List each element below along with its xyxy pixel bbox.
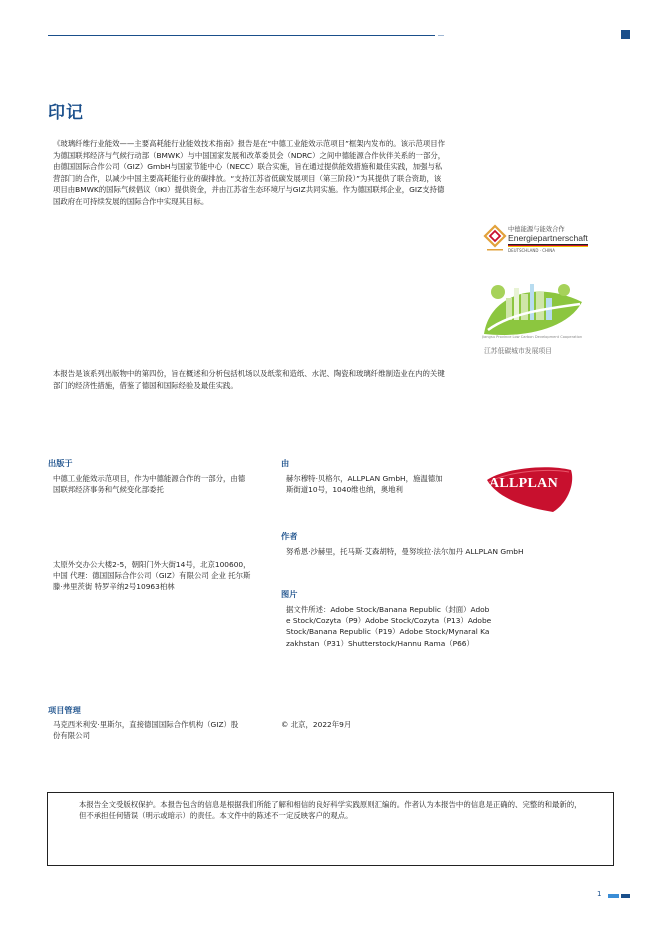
page-title: 印记 — [48, 103, 84, 123]
allplan-logo — [483, 462, 575, 514]
header-rule — [48, 35, 435, 36]
page-number: 1 — [597, 890, 602, 898]
corner-marker — [621, 30, 630, 39]
pictures-heading: 图片 — [281, 589, 298, 599]
jiangsu-low-carbon-logo — [482, 272, 587, 358]
disclaimer-text: 本报告全文受版权保护。本报告包含的信息是根据我们所能了解和相信的良好科学实践原则汇编的。作者认为本报告中的信息是正确的、完整的和最新的，但不承担任何错误（明示或暗示）的责任。本文件中的陈述不一定反映客户的观点。 — [79, 800, 582, 821]
by-text: 赫尔穆特·贝格尔，ALLPLAN GmbH，施温德加斯街道10号，1040维也纳，奥地利 — [286, 474, 443, 495]
jiangsu-caption: 江苏低碳城市发展项目 — [484, 347, 552, 355]
project-management-text: 马克西米利安·里斯尔，直接德国国际合作机构（GIZ）股份有限公司 — [53, 720, 239, 741]
published-by-address: 太原外交办公大楼2-5，朝阳门外大街14号，北京100600，中国 代理：德国国际合作公司（GIZ）有限公司 企业 托尔斯滕·弗里茨街 特罗辛纳2号10963柏林 — [53, 560, 251, 592]
project-management-heading: 项目管理 — [48, 705, 81, 715]
energy-partnership-de: Energiepartnerschaft — [508, 233, 588, 243]
allplan-wordmark: ALLPLAN — [489, 476, 558, 491]
page-number-bar-dark — [621, 894, 630, 898]
energy-partnership-emblem-icon — [483, 224, 507, 254]
page-number-bar-light — [608, 894, 619, 898]
flag-stripe-gold — [508, 246, 588, 247]
intro-paragraph: 《玻璃纤维行业能效——主要高耗能行业能效技术指南》报告是在“中德工业能效示范项目”框架内发布的。该示范项目作为德国联邦经济与气候行动部（BMWK）与中国国家发展和改革委员会（NDRC）之间中德能源合作伙伴关系的一部分，由德国国际合作公司（GIZ）GmbH与国家节能中心（NECC）联合实施，旨在通过提供能效措施和最佳实践，加强与私营部门的合作，以减少中国主要高耗能行业的碳排放。“支持江苏省低碳发展项目（第三阶段）”为其提供了联合资助，该项目由BMWK的国际气候倡议（IKI）提供资金，并由江苏省生态环境厅与GIZ共同实施。作为德国联邦企业，GIZ支持德国政府在可持续发展的国际合作中实现其目标。 — [53, 139, 446, 206]
copyright-line: © 北京，2022年9月 — [281, 720, 352, 729]
city-leaf-emblem-icon — [482, 272, 587, 338]
disclaimer-box — [47, 792, 614, 866]
pictures-text: 据文件所述：Adobe Stock/Banana Republic（封面）Adobe Stock/Cozyta（P9）Adobe Stock/Cozyta（P13）Adobe Stock/Banana Republic（P19）Adobe Stock/Mynaral Kazakhstan（P31）Shutterstock/Hannu Rama（P66） — [286, 605, 492, 648]
authors-text: 努希恩·沙赫里，托马斯·艾森胡特，曼努埃拉·法尔加丹 ALLPLAN GmbH — [286, 547, 524, 556]
series-paragraph: 本报告是该系列出版物中的第四份，旨在概述和分析包括机场以及纸浆和造纸、水泥、陶瓷和玻璃纤维制造业在内的关键部门的经济性措施，借鉴了德国和国际经验及最佳实践。 — [53, 369, 445, 390]
authors-heading: 作者 — [281, 531, 298, 541]
header-rule-tail — [438, 35, 444, 36]
published-by-heading: 出版于 — [48, 458, 73, 468]
by-heading: 由 — [281, 458, 290, 468]
energy-partnership-cn: 中德能源与能效合作 — [508, 226, 565, 233]
published-by-text: 中德工业能效示范项目，作为中德能源合作的一部分，由德国联邦经济事务和气候变化部委托 — [53, 474, 246, 495]
energy-partnership-logo — [483, 224, 593, 254]
jiangsu-small-text: Jiangsu Province Low Carbon Development Cooperation — [482, 335, 583, 339]
energy-partnership-sub: DEUTSCHLAND · CHINA — [508, 248, 555, 253]
